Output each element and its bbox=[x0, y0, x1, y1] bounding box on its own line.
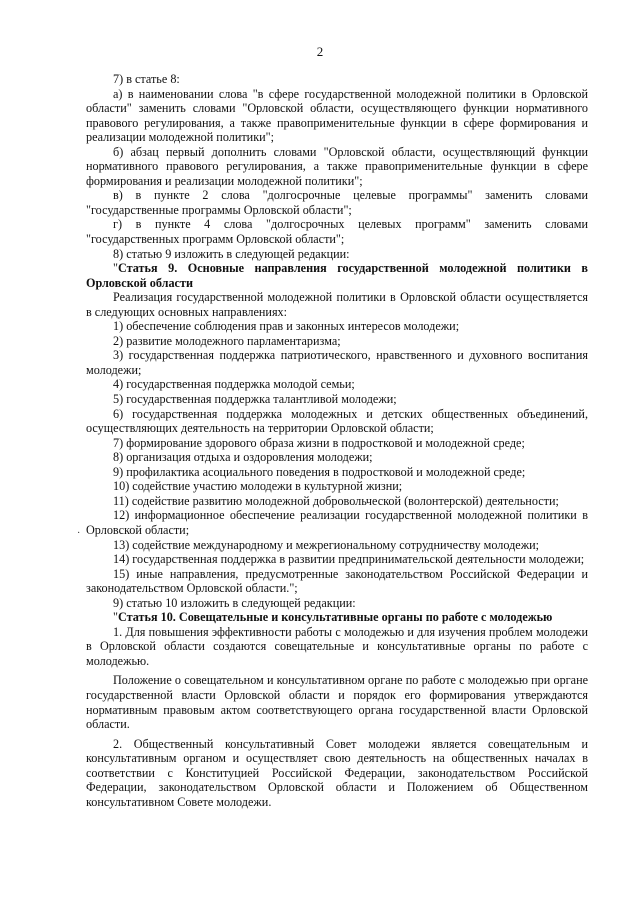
article-9-heading bbox=[86, 261, 588, 290]
paragraph-item-9: 9) статью 10 изложить в следующей редакции: bbox=[113, 595, 356, 610]
article-9-item-1: 1) обеспечение соблюдения прав и законных интересов молодежи; bbox=[113, 319, 460, 334]
article-9-item-6: 6) государственная поддержка молодежных и детских общественных объединений, осуществляющих деятельность на территории Орловской области; bbox=[86, 406, 588, 436]
article-10-heading bbox=[86, 610, 588, 625]
article-9-item-7: 7) формирование здорового образа жизни в подростковой и молодежной среде; bbox=[113, 435, 525, 450]
article-10-heading-text: Статья 10. Совещательные и консультативные органы по работе с молодежью bbox=[117, 610, 553, 625]
article-9-item-8: 8) организация отдыха и оздоровления молодежи; bbox=[113, 450, 373, 465]
article-10-paragraph-3: 2. Общественный консультативный Совет молодежи является совещательным и консультативным органом и осуществляет свою деятельность на общественных началах в соответствии с Конституцией Российской Федерации, законодательством Российской Федерации, законодательством Орловской области и Положением об Общественном консультативном Совете молодежи. bbox=[86, 736, 588, 809]
article-9-open-quote: " bbox=[113, 261, 118, 276]
article-9-item-13: 13) содействие международному и межрегиональному сотрудничеству молодежи; bbox=[113, 537, 540, 552]
margin-dot: · bbox=[77, 528, 81, 539]
article-9-item-12: 12) информационное обеспечение реализации государственной молодежной политики в Орловской области; bbox=[86, 508, 588, 537]
article-9-item-10: 10) содействие участию молодежи в культурной жизни; bbox=[113, 479, 403, 494]
article-9-item-9: 9) профилактика асоциального поведения в подростковой и молодежной среде; bbox=[113, 464, 526, 479]
paragraph-item-7v: в) в пункте 2 слова "долгосрочные целевые программы" заменить словами "государственные программы Орловской области"; bbox=[86, 188, 588, 217]
article-9-item-11: 11) содействие развитию молодежной добровольческой (волонтерской) деятельности; bbox=[113, 493, 559, 508]
article-10-paragraph-1: 1. Для повышения эффективности работы с молодежью и для изучения проблем молодежи в Орловской области создаются совещательные и консультативные органы по работе с молодежью. bbox=[86, 624, 588, 668]
article-10-open-quote: " bbox=[113, 610, 118, 625]
article-9-heading-text: Статья 9. Основные направления государственной молодежной политики в Орловской области bbox=[86, 261, 588, 290]
article-9-item-14: 14) государственная поддержка в развитии предпринимательской деятельности молодежи; bbox=[113, 552, 585, 567]
paragraph-item-7b: б) абзац первый дополнить словами "Орловской области, осуществляющий функции нормативного правового регулирования, а также правоприменительные функции в сфере формирования и реализации молодежной политики"; bbox=[86, 144, 588, 188]
article-9-item-15: 15) иные направления, предусмотренные законодательством Российской Федерации и законодательством Орловской области."; bbox=[86, 566, 588, 596]
article-9-item-5: 5) государственная поддержка талантливой молодежи; bbox=[113, 392, 397, 407]
paragraph-item-7g: г) в пункте 4 слова "долгосрочных целевых программ" заменить словами "государственных программ Орловской области"; bbox=[86, 217, 588, 247]
article-9-item-4: 4) государственная поддержка молодой семьи; bbox=[113, 377, 355, 392]
article-10-paragraph-2: Положение о совещательном и консультативном органе по работе с молодежью при органе государственной власти Орловской области и порядок его формирования утверждаются нормативным правовым актом соответствующего органа государственной власти Орловской области. bbox=[86, 673, 588, 732]
paragraph-item-8: 8) статью 9 изложить в следующей редакции: bbox=[113, 246, 350, 261]
article-9-item-3: 3) государственная поддержка патриотического, нравственного и духовного воспитания молодежи; bbox=[86, 348, 588, 377]
article-9-item-2: 2) развитие молодежного парламентаризма; bbox=[113, 333, 341, 348]
document-body bbox=[86, 72, 588, 809]
page-number: 2 bbox=[316, 44, 324, 59]
paragraph-item-7a: а) в наименовании слова "в сфере государственной молодежной политики в Орловской области" заменить словами "Орловской области, осуществляющего функции нормативного правового регулирования, а также правоприменительные функции в сфере формирования и реализации молодежной политики"; bbox=[86, 86, 588, 145]
article-9-intro: Реализация государственной молодежной политики в Орловской области осуществляется в следующих основных направлениях: bbox=[86, 290, 588, 319]
paragraph-item-7: 7) в статье 8: bbox=[113, 72, 180, 86]
